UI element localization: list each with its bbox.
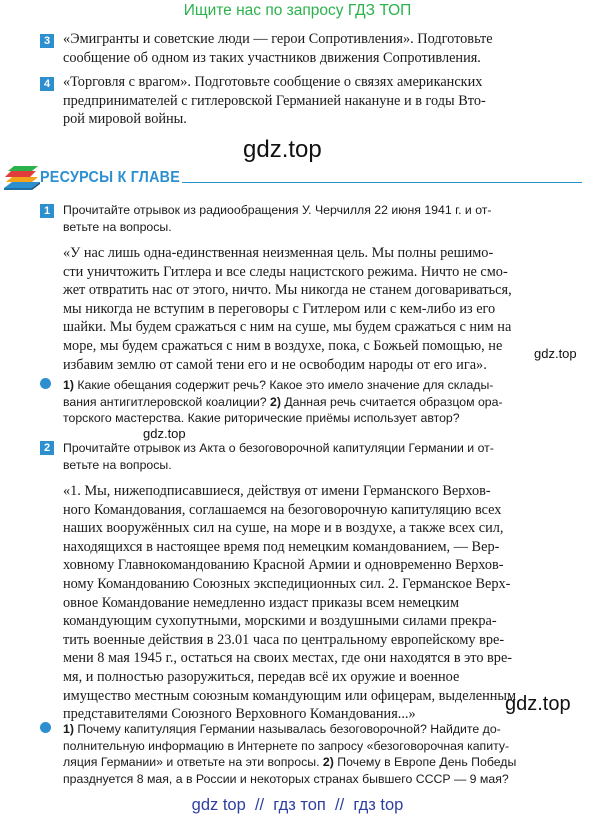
quote-line: жет отвратить нас от этого, ничто. Мы никогда не станем договариваться, — [63, 282, 512, 299]
quote-line: ного Командования, соглашаемся на безоговорочную капитуляцию всех — [63, 501, 502, 518]
topic-text — [63, 73, 583, 129]
quote-line: ному Командованию Союзных экспедиционных сил. 2. Германское Верх- — [63, 575, 511, 592]
topic-line: сообщение об одном из таких участников движения Сопротивления. — [63, 49, 481, 66]
question-mark: 2) — [269, 394, 281, 409]
watermark-top: Ищите нас по запросу ГДЗ ТОП — [183, 2, 412, 19]
resource-number-badge: 2 — [40, 441, 54, 455]
watermark-bottom: gdz top // гдз топ // гдз top — [191, 796, 404, 814]
topic-line: «Торговля с врагом». Подготовьте сообщение о связях американских — [63, 74, 483, 90]
quote-line: мени 8 мая 1945 г., остаться на своих местах, где они находятся в это вре- — [63, 650, 513, 667]
topic-number-badge: 3 — [40, 34, 54, 48]
question-text: вания антигитлеровской коалиции? — [63, 394, 270, 409]
section-rule — [182, 182, 582, 183]
quote-line: тить военные действия в 23.01 часа по центральному европейскому вре- — [63, 631, 505, 648]
watermark-gdz-top: gdz.top — [143, 426, 186, 441]
resource-task — [63, 202, 583, 235]
quote-line: мы никогда не вступим в переговоры с Гитлером или с кем-либо из его — [63, 300, 496, 317]
quote-line: находящихся в настоящее время под немецким командованием, — Вер- — [63, 538, 500, 555]
question-text: торского мастерства. Какие риторические приёмы использует автор? — [63, 411, 460, 426]
quote-line: мя, и полностью разоружиться, передав всё их оружие и военное — [63, 668, 460, 685]
question-text: полнительную информацию в Интернете по запросу «безоговорочная капиту- — [63, 738, 510, 753]
resource-questions — [63, 377, 583, 427]
watermark-gdz-top: gdz.top — [534, 346, 577, 361]
topic-number-badge: 4 — [40, 77, 54, 91]
section-title: РЕСУРСЫ К ГЛАВЕ — [40, 169, 181, 186]
watermark-gdz-top: gdz.top — [243, 136, 322, 163]
watermark-gdz-top: gdz.top — [505, 693, 571, 715]
topic-line: рой мировой войны. — [63, 111, 187, 128]
question-mark: 2) — [322, 755, 334, 770]
resource-quote — [63, 244, 583, 374]
question-bullet-icon — [40, 722, 51, 733]
quote-line: «У нас лишь одна-единственная неизменная цель. Мы полны решимо- — [63, 245, 494, 261]
topic-line: предпринимателей с гитлеровской Германией накануне и в годы Вто- — [63, 92, 486, 109]
question-text: празднуется 8 мая, а в России и некоторых странах бывшего СССР — 9 мая? — [63, 771, 509, 786]
quote-line: представителями Союзного Верховного Командования...» — [63, 706, 416, 723]
question-text: Почему капитуляция Германии называлась безоговорочной? Найдите до- — [73, 722, 501, 736]
resource-quote — [63, 482, 583, 724]
quote-line: имущество местным союзным командующим или офицерам, выделенным — [63, 687, 517, 704]
quote-line: сти уничтожить Гитлера и все следы нацистского режима. Ничто не смо- — [63, 263, 508, 280]
task-line: ветьте на вопросы. — [63, 219, 172, 234]
question-text: ляция Германии» и ответьте на эти вопросы. — [63, 755, 323, 770]
topic-line: «Эмигранты и советские люди — герои Сопротивления». Подготовьте — [63, 31, 493, 47]
quote-line: избавим землю от самой тени его и не освободим народы от его ига». — [63, 356, 487, 373]
resource-questions — [63, 721, 583, 787]
resource-number-badge: 1 — [40, 204, 54, 218]
topic-text — [63, 30, 583, 67]
question-mark: 1) — [63, 378, 74, 392]
task-line: Прочитайте отрывок из радиообращения У. Черчилля 22 июня 1941 г. и от- — [63, 203, 492, 217]
quote-line: шайки. Мы будем сражаться с ним на суше, мы будем сражаться с ним на — [63, 319, 512, 336]
question-text: Какие обещания содержит речь? Какое это имело значение для склады- — [73, 378, 494, 392]
question-mark: 1) — [63, 722, 74, 736]
quote-line: море, мы будем сражаться с ним в воздухе, пока, с Божьей помощью, не — [63, 337, 503, 354]
task-line: Прочитайте отрывок из Акта о безоговорочной капитуляции Германии и от- — [63, 441, 494, 455]
quote-line: овное Командование немедленно издаст приказы всем немецким — [63, 594, 459, 611]
resource-task — [63, 440, 583, 473]
quote-line: ховному Главнокомандованию Красной Армии и одновременно Верхов- — [63, 557, 504, 574]
question-text: Почему в Европе День Победы — [333, 755, 517, 770]
quote-line: «1. Мы, нижеподписавшиеся, действуя от имени Германского Верхов- — [63, 483, 491, 499]
question-bullet-icon — [40, 378, 51, 389]
question-text: Данная речь считается образцом ора- — [280, 394, 503, 409]
quote-line: командующим сухопутными, морскими и воздушными силами прекра- — [63, 613, 497, 630]
task-line: ветьте на вопросы. — [63, 457, 172, 472]
books-icon — [2, 162, 42, 192]
quote-line: наших вооружённых сил на суше, на море и в воздухе, а также всех сил, — [63, 520, 504, 537]
